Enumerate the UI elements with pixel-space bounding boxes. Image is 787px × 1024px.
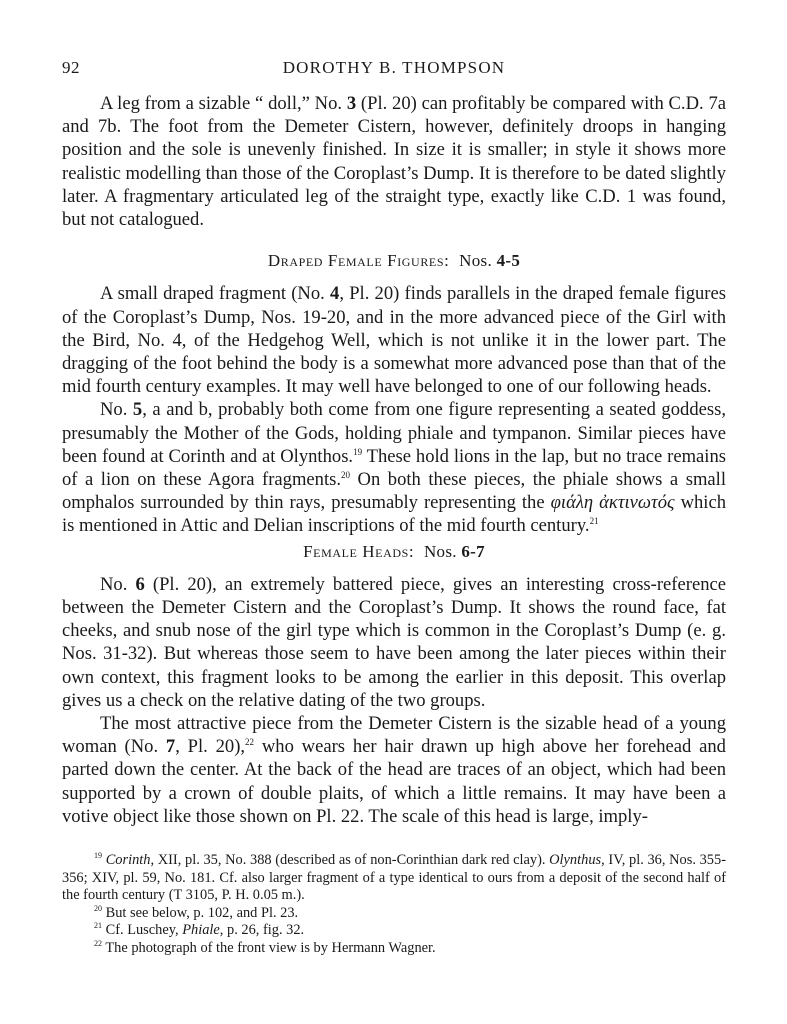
footnote-ref-19: 19 <box>353 446 363 457</box>
running-head <box>62 58 726 82</box>
section-heading-draped-female-figures: Draped Female Figures: Nos. 4-5 <box>267 251 521 271</box>
paragraph-seated-goddess: No. 5, a and b, probably both come from one figure representing a seated goddess, presumably the Mother of the Gods, holding phiale and tympanon. Similar pieces have been found at Corinth and at Olynthos.$^{19}$ These hold lions in the lap, but no trace remains of a lion on these Agora fragments.$^{20}$ On both these pieces, the phiale shows a small omphalos surrounded by thin rays, presumably representing the φιάλη ἀκτινωτός which is mentioned in Attic and Delian inscriptions of the mid fourth century.$^{21}$ <box>62 399 727 537</box>
greek-phrase: φιάλη ἀκτινωτός <box>550 492 675 514</box>
footnote-ref-22: 22 <box>245 737 255 748</box>
footnote-19: $^{19}$ Corinth, XII, pl. 35, No. 388 (described as of non-Corinthian dark red clay). Olynthus, IV, pl. 36, Nos. 355-356; XIV, pl. 59, No. 181. Cf. also larger fragment of a type identical to ours from a deposit of the second half of the fourth century (T 3105, P. H. 0.05 m.). <box>62 851 726 903</box>
footnote-22: $^{22}$ The photograph of the front view is by Hermann Wagner. <box>94 938 436 956</box>
paragraph-leg-doll: A leg from a sizable “ doll,” No. 3 (Pl. 20) can profitably be compared with C.D. 7a and 7b. The foot from the Demeter Cistern, however, definitely droops in hanging position and the sole is unevenly finished. In size it is smaller; in style it shows more realistic modelling than those of the Coroplast’s Dump. It is therefore to be dated slightly later. A fragmentary articulated leg of the straight type, exactly like C.D. 1 was found, but not catalogued. <box>62 93 726 231</box>
author-name: DOROTHY B. THOMPSON <box>282 58 506 77</box>
paragraph-draped-fragment: A small draped fragment (No. 4, Pl. 20) finds parallels in the draped female figures of the Coroplast’s Dump, Nos. 19-20, and in the more advanced piece of the Girl with the Bird, No. 4, of the Hedgehog Well, which is not unlike it in the lower part. The dragging of the foot behind the body is a somewhat more advanced pose than that of the mid fourth century examples. It may well have belonged to one of our following heads. <box>62 283 726 398</box>
footnote-ref-20: 20 <box>341 470 351 481</box>
body-text <box>62 92 726 828</box>
footnote-ref-21: 21 <box>589 516 599 527</box>
paragraph-young-woman-head: The most attractive piece from the Demeter Cistern is the sizable head of a young woman (No. 7, Pl. 20),$^{22}$ who wears her hair drawn up high above her forehead and parted down the center. At the back of the head are traces of an object, which had been supported by a crown of double plaits, of which a little remains. It may have been a votive object like those shown on Pl. 22. The scale of this head is large, imply- <box>62 713 726 827</box>
page-number: 92 <box>62 58 80 77</box>
footnote-20: $^{20}$ But see below, p. 102, and Pl. 23. <box>94 903 299 921</box>
section-heading-female-heads: Female Heads: Nos. 6-7 <box>303 541 485 561</box>
footnotes <box>62 852 726 957</box>
paragraph-battered-piece: No. 6 (Pl. 20), an extremely battered piece, gives an interesting cross-reference between the Demeter Cistern and the Coroplast’s Dump. It shows the round face, fat cheeks, and snub nose of the girl type which is common in the Coroplast’s Dump (e. g. Nos. 31-32). But whereas those seem to have been among the later pieces within their own context, this fragment looks to be among the earlier in this deposit. This overlap gives us a check on the relative dating of the two groups. <box>62 573 726 711</box>
page <box>62 58 726 828</box>
footnote-21: $^{21}$ Cf. Luschey, Phiale, p. 26, fig. 32. <box>94 921 305 938</box>
